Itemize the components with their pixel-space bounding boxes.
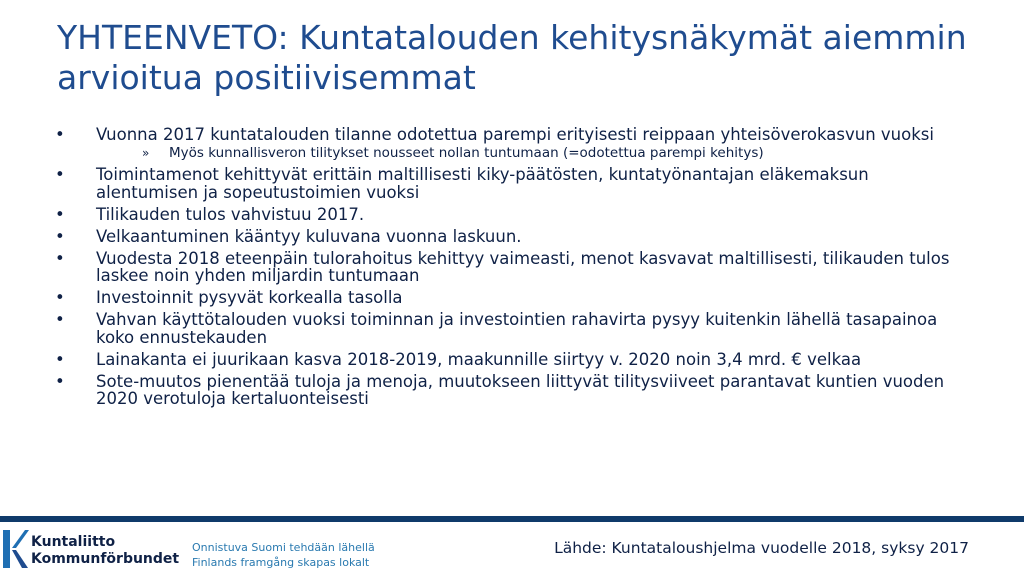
bullet-marker: • xyxy=(55,204,65,224)
bullet-item xyxy=(55,351,975,369)
sub-bullet-item xyxy=(55,145,975,162)
bullet-item xyxy=(55,289,975,307)
bullet-marker: • xyxy=(55,226,65,246)
bullet-marker: • xyxy=(55,248,65,268)
footer-divider xyxy=(0,516,1024,522)
bullet-marker: • xyxy=(55,165,65,184)
sub-bullet-text: Myös kunnallisveron tilitykset nousseet nollan tuntumaan (=odotettua parempi kehitys) xyxy=(169,145,764,161)
bullet-item xyxy=(55,311,975,346)
kuntaliitto-logo xyxy=(3,528,193,578)
tagline xyxy=(192,540,375,570)
kuntaliitto-k-icon xyxy=(3,528,29,570)
bullet-text: Toimintamenot kehittyvät erittäin maltillisesti kiky-päätösten, kuntatyönantajan eläkemaksun alentumisen ja sopeutustoimien vuoksi xyxy=(96,165,869,202)
bullet-item xyxy=(55,373,975,408)
bullet-item xyxy=(55,250,975,285)
bullet-marker: • xyxy=(55,125,65,144)
bullet-list xyxy=(55,126,975,412)
bullet-marker: • xyxy=(55,288,65,307)
sub-bullet-marker: » xyxy=(142,146,150,160)
logo-line-2: Kommunförbundet xyxy=(31,551,180,567)
bullet-text: Vuonna 2017 kuntatalouden tilanne odotettua parempi erityisesti reippaan yhteisöverokasvun vuoksi xyxy=(96,125,934,144)
bullet-text: Tilikauden tulos vahvistuu 2017. xyxy=(96,204,365,224)
bullet-item xyxy=(55,228,975,246)
logo-wordmark xyxy=(31,534,179,568)
source-note: Lähde: Kuntataloushjelma vuodelle 2018, syksy 2017 xyxy=(554,539,969,557)
bullet-text: Vuodesta 2018 eteenpäin tulorahoitus kehittyy vaimeasti, menot kasvavat maltillisesti, tilikauden tulos laskee noin yhden miljardin tuntumaan xyxy=(96,248,950,285)
bullet-text: Lainakanta ei juurikaan kasva 2018-2019, maakunnille siirtyy v. 2020 noin 3,4 mrd. € velkaa xyxy=(96,349,862,369)
bullet-marker: • xyxy=(55,310,65,329)
bullet-text: Vahvan käyttötalouden vuoksi toiminnan ja investointien rahavirta pysyy kuitenkin lähellä tasapainoa koko ennustekauden xyxy=(96,310,938,347)
slide-title: YHTEENVETO: Kuntatalouden kehitysnäkymät aiemmin arvioitua positiivisemmat xyxy=(57,18,967,97)
bullet-text: Investoinnit pysyvät korkealla tasolla xyxy=(96,288,403,307)
bullet-marker: • xyxy=(55,371,65,391)
bullet-item xyxy=(55,206,975,224)
bullet-item xyxy=(55,166,975,201)
bullet-text: Velkaantuminen kääntyy kuluvana vuonna laskuun. xyxy=(96,226,522,246)
tagline-fi: Onnistuva Suomi tehdään lähellä xyxy=(192,541,375,554)
bullet-item xyxy=(55,126,975,144)
bullet-text: Sote-muutos pienentää tuloja ja menoja, muutokseen liittyvät tilitysviiveet parantavat kuntien vuoden 2020 verotuloja kertaluonteisesti xyxy=(96,371,945,408)
logo-line-1: Kuntaliitto xyxy=(31,534,116,550)
bullet-marker: • xyxy=(55,349,65,369)
tagline-sv: Finlands framgång skapas lokalt xyxy=(192,556,370,569)
